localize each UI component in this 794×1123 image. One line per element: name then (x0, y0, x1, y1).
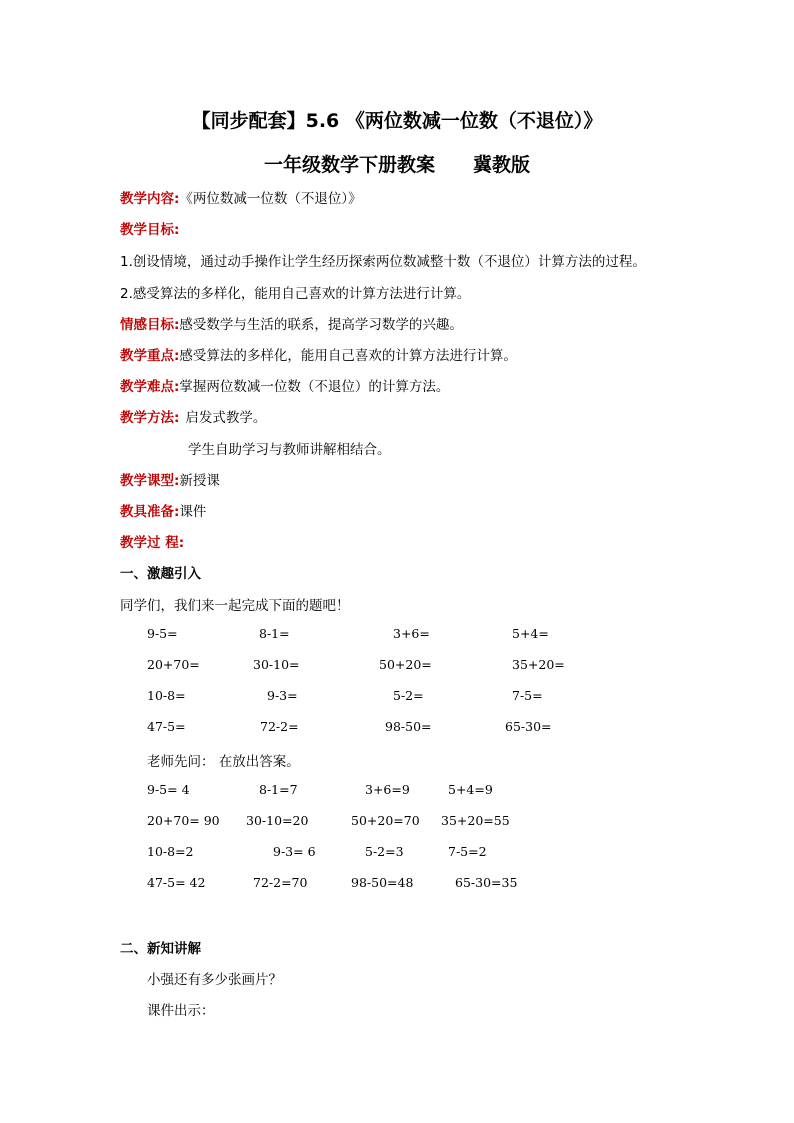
teaching-content-label: 教学内容: (120, 191, 180, 207)
section1-intro: 同学们，我们来一起完成下面的题吧！ (120, 598, 350, 614)
problem-cell: 30-10= (253, 657, 300, 672)
document-subtitle: 一年级数学下册教案 冀教版 (263, 154, 530, 176)
process-label: 教学过 程: (120, 535, 185, 551)
answer-cell: 98-50=48 (351, 875, 414, 890)
section2-question: 小强还有多少张画片？ (147, 972, 282, 988)
problem-cell: 65-30= (505, 719, 552, 734)
answer-cell: 5-2=3 (365, 844, 404, 859)
difficulty-text: 掌握两位数减一位数（不退位）的计算方法。 (179, 379, 450, 395)
problem-cell: 9-3= (267, 688, 298, 703)
answer-cell: 9-5= 4 (147, 782, 190, 797)
emotion-goal-line (120, 313, 463, 333)
goal-item-1: 1.创设情境，通过动手操作让学生经历探索两位数减整十数（不退位）计算方法的过程。 (120, 254, 646, 270)
problem-cell: 3+6= (393, 626, 430, 641)
problem-cell: 20+70= (147, 657, 200, 672)
answer-cell: 35+20=55 (441, 813, 510, 828)
problem-cell: 72-2= (260, 719, 299, 734)
difficulty-label: 教学难点: (120, 379, 180, 395)
answer-cell: 8-1=7 (259, 782, 298, 797)
key-point-line (120, 344, 517, 364)
problem-cell: 5+4= (512, 626, 549, 641)
problem-cell: 50+20= (379, 657, 432, 672)
goal-item-2: 2.感受算法的多样化，能用自己喜欢的计算方法进行计算。 (120, 286, 471, 302)
answer-cell: 47-5= 42 (147, 875, 206, 890)
problem-cell: 9-5= (147, 626, 178, 641)
answer-cell: 9-3= 6 (273, 844, 316, 859)
teaching-goals-label: 教学目标: (120, 222, 180, 238)
section2-courseware: 课件出示： (147, 1003, 215, 1019)
answer-cell: 3+6=9 (365, 782, 410, 797)
section2-heading: 二、新知讲解 (120, 941, 201, 957)
problem-cell: 10-8= (147, 688, 186, 703)
teacher-prompt: 老师先问： 在放出答案。 (147, 754, 300, 770)
tools-line (120, 500, 206, 520)
emotion-goal-text: 感受数学与生活的联系，提高学习数学的兴趣。 (179, 317, 463, 333)
lesson-type-line (120, 469, 220, 489)
problem-cell: 5-2= (393, 688, 424, 703)
answer-cell: 65-30=35 (455, 875, 518, 890)
answer-cell: 72-2=70 (253, 875, 308, 890)
tools-text: 课件 (179, 504, 207, 520)
method-text: 启发式教学。 (185, 410, 267, 426)
method-label: 教学方法: (120, 410, 180, 426)
problem-cell: 47-5= (147, 719, 186, 734)
section1-heading: 一、激趣引入 (120, 566, 201, 582)
method-text-2: 学生自助学习与教师讲解相结合。 (188, 442, 391, 458)
problem-cell: 98-50= (385, 719, 432, 734)
answer-cell: 50+20=70 (351, 813, 420, 828)
lesson-type-text: 新授课 (179, 473, 220, 489)
problem-cell: 35+20= (512, 657, 565, 672)
answer-cell: 30-10=20 (246, 813, 309, 828)
teaching-content-text: 《两位数减一位数（不退位）》 (179, 191, 362, 207)
teaching-content-line (120, 187, 362, 207)
answer-cell: 5+4=9 (448, 782, 493, 797)
lesson-type-label: 教学课型: (120, 473, 180, 489)
document-title: 【同步配套】5.6 《两位数减一位数（不退位）》 (191, 110, 603, 132)
key-point-text: 感受算法的多样化，能用自己喜欢的计算方法进行计算。 (179, 348, 517, 364)
answer-cell: 10-8=2 (147, 844, 194, 859)
tools-label: 教具准备: (120, 504, 180, 520)
emotion-goal-label: 情感目标: (120, 317, 180, 333)
answer-cell: 7-5=2 (448, 844, 487, 859)
answer-cell: 20+70= 90 (147, 813, 220, 828)
problem-cell: 7-5= (512, 688, 543, 703)
problem-cell: 8-1= (259, 626, 290, 641)
method-line (120, 406, 266, 426)
process-label-line (120, 531, 184, 551)
key-point-label: 教学重点: (120, 348, 180, 364)
difficulty-line (120, 375, 449, 395)
